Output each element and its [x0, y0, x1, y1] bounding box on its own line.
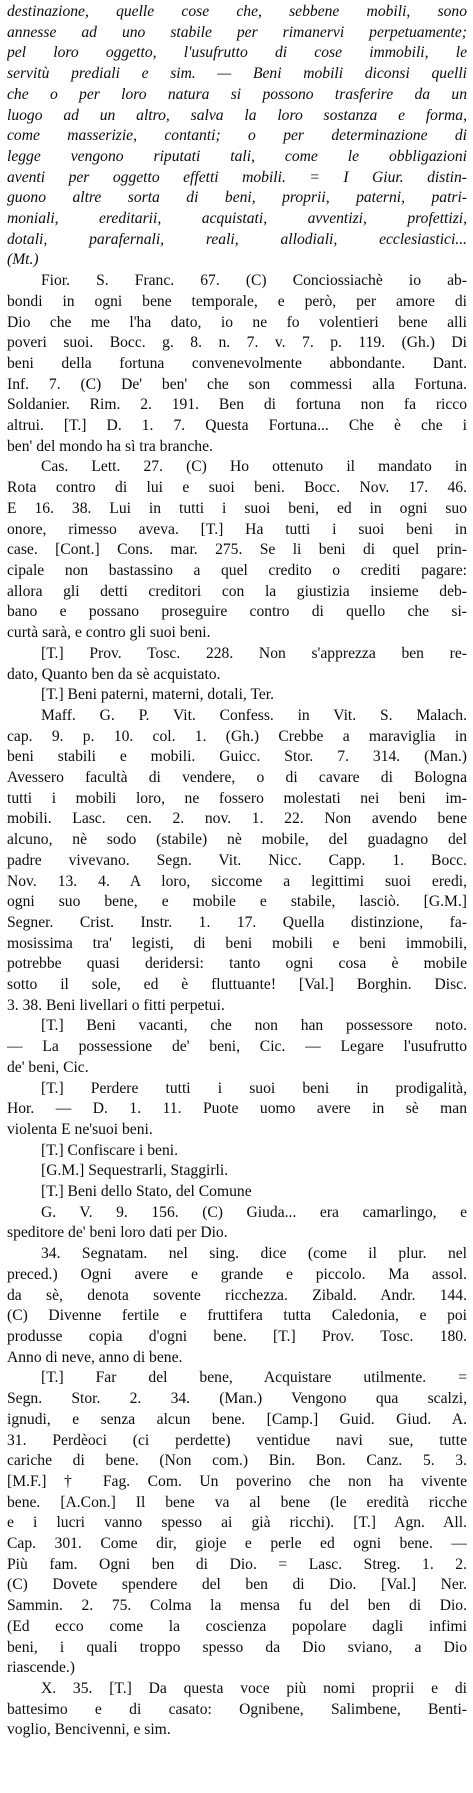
text-line: preced.) Ogni avere e grande e piccolo. Ma assol.	[7, 1265, 467, 1283]
text-line: speditore de' beni loro dati per Dio.	[7, 1224, 228, 1242]
text-line: ogni suo bene, e mobile e stabile, lasciò. [G.M.]	[7, 893, 467, 911]
text-line: case. [Cont.] Cons. mar. 275. Se li beni di quel prin-	[7, 541, 467, 559]
text-line: produsse copia d'ogni bene. [T.] Prov. Tosc. 180.	[7, 1328, 467, 1345]
text-line: che o per loro natura si possono trasferire da un	[7, 85, 467, 103]
text-line: allora gli detti creditori con la giustizia insieme deb-	[7, 582, 467, 600]
text-line: e i lucri vanno spesso ai già ricchi). [T.] Agn. All.	[7, 1514, 467, 1532]
text-line: [M.F.] † Fag. Com. Un poverino che non ha vivente	[7, 1472, 467, 1490]
text-line: Inf. 7. (C) De' ben' che son commessi alla Fortuna.	[7, 375, 467, 393]
text-line: 34. Segnatam. nel sing. dice (come il plur. nel	[41, 1245, 467, 1263]
text-line: Segn. Stor. 2. 34. (Man.) Vengono qua scalzi,	[7, 1390, 467, 1408]
text-line: dato, Quanto ben da sè acquistato.	[7, 665, 221, 683]
text-line: sotto il sole, ed è fluttuante! [Val.] Borghin. Disc.	[7, 976, 467, 994]
text-line: [T.] Beni dello Stato, del Comune	[41, 1183, 252, 1201]
text-line: beni, i quali troppo spesso da Dio sviano, a Dio	[7, 1638, 467, 1656]
text-line: Anno di neve, anno di bene.	[7, 1348, 183, 1366]
text-line: (C) Dovete spendere del ben di Dio. [Val.] Ner.	[7, 1576, 467, 1594]
text-line: curtà sarà, e contro gli suoi beni.	[7, 624, 211, 642]
text-line: [T.] Beni paterni, materni, dotali, Ter.	[41, 686, 275, 704]
text-line: mosissima tra' legisti, di beni mobili e beni immobili,	[7, 934, 467, 952]
text-line: voglio, Bencivenni, e sim.	[7, 1721, 171, 1739]
text-line: come masserizie, contanti; o per determinazione di	[7, 127, 467, 145]
text-line: 31. Perdèoci (ci perdette) ventidue navi sue, tutte	[7, 1431, 467, 1449]
text-line: Più fam. Ogni ben di Dio. = Lasc. Streg. 1. 2.	[7, 1555, 467, 1573]
text-line: aventi per oggetto effetti mobili. = I Giur. distin-	[7, 168, 467, 186]
text-line: onore, rimesso aveva. [T.] Ha tutti i suoi beni in	[7, 520, 467, 538]
text-line: [T.] Far del bene, Acquistare utilmente. =	[41, 1369, 467, 1387]
text-line: cariche di bene. (Non com.) Bin. Bon. Canz. 5. 3.	[7, 1452, 467, 1470]
text-line: padre vivevano. Segn. Vit. Nicc. Capp. 1. Bocc.	[7, 851, 467, 869]
text-line: Dio che me l'ha dato, io ne fo volentieri bene alli	[7, 313, 467, 331]
text-line: Avessero facultà di vendere, o di cavare di Bologna	[7, 769, 467, 787]
text-line: legge vengono riputati tali, come le obbligazioni	[7, 147, 467, 165]
text-line: Cas. Lett. 27. (C) Ho ottenuto il mandato in	[41, 458, 467, 476]
text-line: G. V. 9. 156. (C) Giuda... era camarlingo, e	[41, 1203, 467, 1221]
text-line: da sè, denota sovente ricchezza. Zibald. Andr. 144.	[7, 1286, 467, 1304]
text-line: altrui. [T.] D. 1. 7. Questa Fortuna... Che è che i	[7, 417, 467, 435]
text-line: [T.] Perdere tutti i suoi beni in prodigalità,	[41, 1079, 467, 1097]
text-line: beni stabili e mobili. Guicc. Stor. 7. 314. (Man.)	[7, 748, 467, 766]
text-line: potrebbe quasi deridersi: tanto ogni cosa è mobile	[7, 955, 467, 973]
text-line: Cap. 301. Come dir, gioje e perle ed ogni bene. —	[7, 1535, 467, 1553]
text-line: beni della fortuna convenevolmente abbondante. Dant.	[7, 354, 467, 372]
text-line: moniali, ereditarii, acquistati, avventizi, profettizi,	[7, 210, 467, 228]
text-line: destinazione, quelle cose che, sebbene mobili, sono	[7, 3, 467, 20]
text-line: servitù prediali e sim. — Beni mobili diconsi quelli	[7, 65, 467, 83]
text-line: (Ed ecco come la coscienza popolare dagli infimi	[7, 1617, 467, 1635]
text-line: E 16. 38. Lui in tutti i suoi beni, ed in ogni suo	[7, 499, 467, 517]
text-line: [T.] Beni vacanti, che non han possessore noto.	[41, 1017, 467, 1035]
text-line: (Mt.)	[7, 251, 39, 269]
text-line: Segner. Crist. Instr. 1. 17. Quella distinzione, fa-	[7, 913, 467, 931]
text-line: Maff. G. P. Vit. Confess. in Vit. S. Malach.	[41, 706, 467, 724]
text-line: ignudi, e senza alcun bene. [Camp.] Guid. Giud. A.	[7, 1410, 467, 1428]
text-line: bene. [A.Con.] Il bene va al bene (le eredità ricche	[7, 1493, 467, 1511]
text-line: cap. 9. p. 10. col. 1. (Gh.) Crebbe a maraviglia in	[7, 727, 467, 745]
text-line: ben' del mondo ha sì tra branche.	[7, 437, 213, 455]
text-line: poveri suoi. Bocc. g. 8. n. 7. v. 7. p. 119. (Gh.) Di	[7, 334, 467, 352]
text-line: [T.] Prov. Tosc. 228. Non s'apprezza ben re-	[41, 644, 467, 662]
text-line: de' beni, Cic.	[7, 1058, 89, 1076]
text-line: bondi in ogni bene temporale, e però, per amore di	[7, 292, 467, 310]
text-line: annesse ad uno stabile per rimanervi perpetuamente;	[7, 23, 467, 41]
text-line: violenta E ne'suoi beni.	[7, 1120, 153, 1138]
text-line: X. 35. [T.] Da questa voce più nomi proprii e di	[41, 1679, 467, 1697]
text-line: Sammin. 2. 75. Colma la mensa fu del ben di Dio.	[7, 1597, 467, 1615]
text-line: mobili. Lasc. cen. 2. nov. 1. 22. Non avendo bene	[7, 810, 467, 828]
text-line: — La possessione de' beni, Cic. — Legare l'usufrutto	[7, 1038, 467, 1056]
text-line: luogo ad un altro, salva la loro sostanza e forma,	[7, 106, 467, 124]
text-line: Hor. — D. 1. 11. Puote uomo avere in sè man	[7, 1100, 467, 1118]
text-line: Rota contro di lui e suoi beni. Bocc. Nov. 17. 46.	[7, 479, 467, 497]
text-line: alcuno, nè sodo (stabile) nè mobile, del guadagno del	[7, 831, 467, 849]
text-line: 3. 38. Beni livellari o fitti perpetui.	[7, 996, 225, 1014]
text-line: bano e possano proseguire contro di quello che si-	[7, 603, 467, 621]
text-line: cipale non bastassino a quel credito o crediti pagare:	[7, 561, 467, 579]
text-line: Nov. 13. 4. A loro, siccome a legittimi suoi eredi,	[7, 872, 467, 890]
text-line: (C) Divenne fertile e fruttifera tutta Caledonia, e poi	[7, 1307, 467, 1325]
text-line: guono altre sorta di beni, proprii, paterni, patri-	[7, 189, 467, 207]
text-line: Fior. S. Franc. 67. (C) Conciossiachè io ab-	[41, 272, 467, 290]
text-line: battesimo e di casato: Ognibene, Salimbene, Benti-	[7, 1700, 467, 1718]
text-line: riascende.)	[7, 1659, 75, 1677]
text-line: tutti i mobili loro, ne fossero molestati nei beni im-	[7, 789, 467, 807]
text-line: [T.] Confiscare i beni.	[41, 1141, 178, 1159]
text-line: dotali, parafernali, reali, allodiali, ecclesiastici...	[7, 230, 467, 248]
text-line: Soldanier. Rim. 2. 191. Ben di fortuna non fa ricco	[7, 396, 467, 414]
text-line: [G.M.] Sequestrarli, Staggirli.	[41, 1162, 229, 1180]
text-line: pel loro oggetto, l'usufrutto di cose immobili, le	[7, 44, 467, 62]
